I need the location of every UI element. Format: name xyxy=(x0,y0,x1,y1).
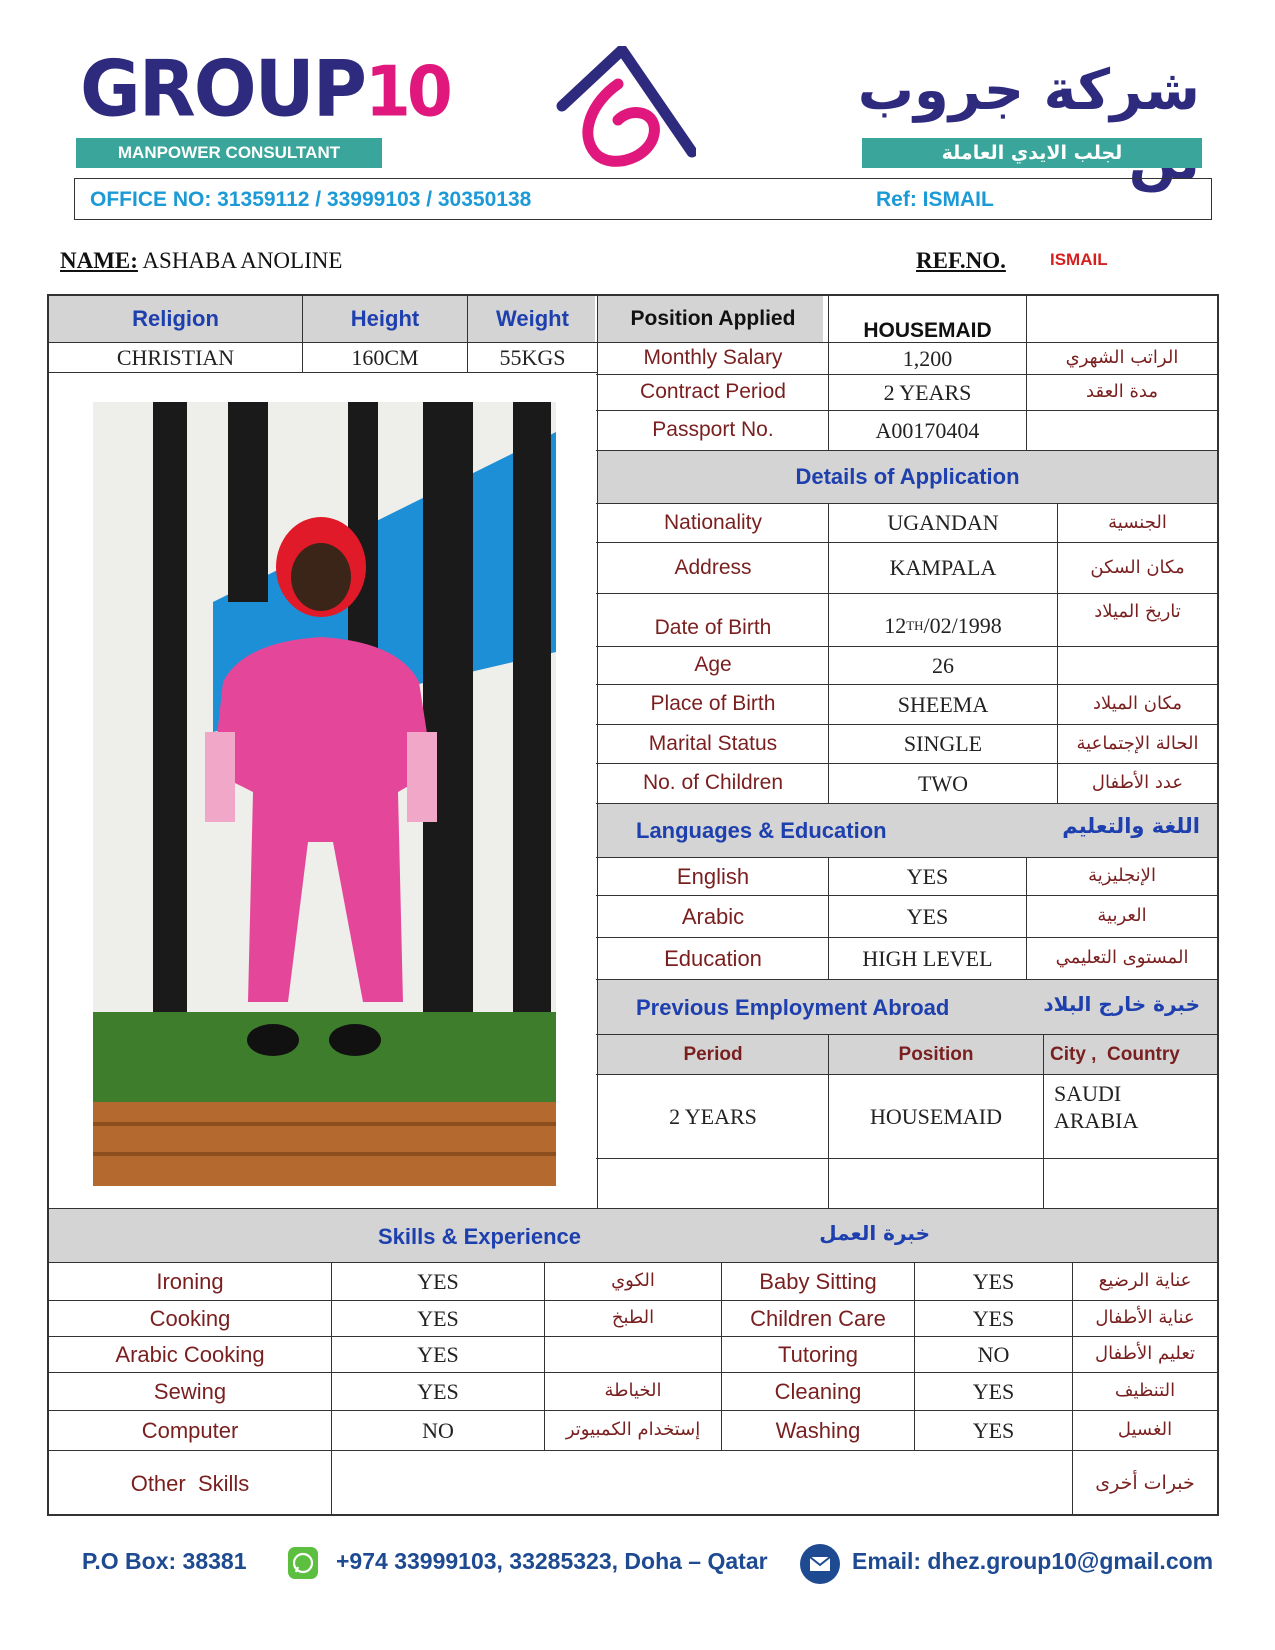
skill-arabic: الكوي xyxy=(611,1270,655,1292)
skill-value: YES xyxy=(417,1268,459,1294)
skill-arabic: عناية الرضيع xyxy=(1098,1270,1192,1292)
skill-arabic: التنظيف xyxy=(1114,1380,1176,1402)
religion-value: CHRISTIAN xyxy=(116,344,235,370)
employment-position: HOUSEMAID xyxy=(870,1103,1002,1129)
other-skills-label: Other Skills xyxy=(130,1470,250,1496)
skill-value: YES xyxy=(417,1378,459,1404)
skill-arabic: الخياطة xyxy=(604,1380,662,1402)
application-section-title: Details of Application xyxy=(795,464,1020,490)
nationality-label: Nationality xyxy=(663,510,763,534)
office-numbers: OFFICE NO: 31359112 / 33999103 / 30350138 xyxy=(90,188,532,211)
arabic-lang-value: YES xyxy=(906,903,949,929)
dob-rest: /02/1998 xyxy=(923,613,1002,639)
company-logo xyxy=(80,43,449,135)
height-value: 160CM xyxy=(351,344,419,370)
refno-value: ISMAIL xyxy=(1050,250,1108,269)
applicant-photo xyxy=(93,402,556,1186)
po-box: P.O Box: 38381 xyxy=(82,1548,247,1574)
other-skills-arabic: خبرات أخرى xyxy=(1095,1471,1195,1494)
skill-value: YES xyxy=(972,1268,1015,1294)
skill-label: Arabic Cooking xyxy=(115,1341,265,1367)
passport-value: A00170404 xyxy=(875,417,980,443)
birthplace-label: Place of Birth xyxy=(650,692,776,716)
dob-label: Date of Birth xyxy=(654,615,772,639)
birthplace-value: SHEEMA xyxy=(897,691,989,717)
employment-city-line1: SAUDI xyxy=(1054,1081,1122,1106)
education-arabic: المستوى التعليمي xyxy=(1055,947,1189,969)
applicant-name: ASHABA ANOLINE xyxy=(142,248,343,273)
height-header: Height xyxy=(350,306,420,332)
logo-number: 10 xyxy=(364,51,449,133)
position-applied-value: HOUSEMAID xyxy=(863,318,992,342)
address-label: Address xyxy=(674,555,752,579)
employment-city-line2: ARABIA xyxy=(1054,1108,1139,1133)
education-label: Education xyxy=(664,945,762,971)
skill-label: Ironing xyxy=(156,1268,224,1294)
position-header: Position xyxy=(898,1043,974,1065)
skill-value: YES xyxy=(417,1305,459,1331)
rule xyxy=(47,1208,1219,1209)
education-value: HIGH LEVEL xyxy=(862,945,993,971)
logo-tagline: MANPOWER CONSULTANT xyxy=(76,138,382,168)
rule xyxy=(596,803,1219,804)
salary-value: 1,200 xyxy=(902,345,953,371)
skill-label: Sewing xyxy=(153,1378,227,1404)
phone-numbers: +974 33999103, 33285323, Doha – Qatar xyxy=(336,1548,768,1574)
rule xyxy=(596,1158,1219,1159)
rule xyxy=(596,979,1219,980)
skill-arabic: الغسيل xyxy=(1117,1419,1173,1441)
arabic-tagline: لجلب الايدي العاملة xyxy=(862,138,1202,168)
address-arabic: مكان السكن xyxy=(1090,556,1185,578)
passport-label: Passport No. xyxy=(652,418,774,442)
skill-label: Baby Sitting xyxy=(759,1268,877,1294)
whatsapp-icon xyxy=(288,1547,318,1579)
email-address: Email: dhez.group10@gmail.com xyxy=(852,1548,1214,1574)
skills-section-title: Skills & Experience xyxy=(378,1224,581,1249)
refno-label: REF.NO. xyxy=(916,248,1006,273)
city-country-header: City , Country xyxy=(1050,1043,1180,1065)
skill-arabic: تعليم الأطفال xyxy=(1094,1343,1196,1365)
skill-label: Washing xyxy=(775,1417,861,1443)
employment-period: 2 YEARS xyxy=(669,1103,757,1129)
dob-arabic: تاريخ الميلاد xyxy=(1094,600,1181,622)
address-value: KAMPALA xyxy=(889,555,997,581)
religion-header: Religion xyxy=(132,306,219,332)
english-arabic: الإنجليزية xyxy=(1088,865,1156,887)
weight-header: Weight xyxy=(496,306,569,332)
age-label: Age xyxy=(694,653,732,677)
children-label: No. of Children xyxy=(642,771,784,795)
contract-label: Contract Period xyxy=(640,380,786,404)
name-label: NAME: xyxy=(60,248,138,273)
children-arabic: عدد الأطفال xyxy=(1091,772,1184,794)
age-value: 26 xyxy=(932,652,954,678)
dob-value xyxy=(829,594,1057,646)
employment-location xyxy=(1054,1080,1138,1134)
skill-arabic: عناية الأطفال xyxy=(1095,1307,1195,1329)
logo-main-text: GROUP xyxy=(80,43,365,135)
skill-value: YES xyxy=(972,1305,1015,1331)
contract-value: 2 YEARS xyxy=(883,379,972,405)
skill-value: YES xyxy=(972,1378,1015,1404)
company-emblem-icon xyxy=(556,46,696,168)
children-value: TWO xyxy=(917,770,969,796)
arabic-company-name: شركة جروب xyxy=(857,58,1200,123)
period-header: Period xyxy=(683,1043,743,1065)
skills-header-bg xyxy=(49,1209,1217,1262)
marital-label: Marital Status xyxy=(648,731,778,755)
weight-value: 55KGS xyxy=(499,344,566,370)
dob-suffix: TH xyxy=(906,617,924,633)
skill-value: NO xyxy=(422,1417,454,1443)
skill-value: YES xyxy=(972,1417,1015,1443)
salary-label: Monthly Salary xyxy=(643,346,783,370)
skill-arabic: إستخدام الكمبيوتر xyxy=(565,1419,701,1441)
employment-section-arabic: خبرة خارج البلاد xyxy=(1043,992,1200,1016)
contract-arabic: مدة العقد xyxy=(1086,381,1158,403)
rule xyxy=(47,372,598,373)
salary-arabic: الراتب الشهري xyxy=(1065,347,1179,369)
english-label: English xyxy=(676,863,750,889)
position-applied-label: Position Applied xyxy=(630,306,796,330)
marital-value: SINGLE xyxy=(903,731,983,757)
office-ref: Ref: ISMAIL xyxy=(876,188,994,211)
birthplace-arabic: مكان الميلاد xyxy=(1092,693,1183,715)
skills-section-arabic: خبرة العمل xyxy=(819,1221,930,1245)
email-icon xyxy=(800,1544,840,1584)
skill-arabic: الطبخ xyxy=(611,1307,655,1329)
skill-value: NO xyxy=(977,1341,1010,1367)
skill-label: Cleaning xyxy=(774,1378,862,1404)
dob-day: 12 xyxy=(884,613,907,639)
languages-section-title: Languages & Education xyxy=(636,818,887,843)
skill-arabic xyxy=(545,1337,721,1372)
applicant-name-line xyxy=(60,248,342,274)
skill-label: Tutoring xyxy=(778,1341,858,1367)
skill-label: Computer xyxy=(141,1417,239,1443)
skill-label: Cooking xyxy=(149,1305,231,1331)
employment-section-title: Previous Employment Abroad xyxy=(636,995,950,1020)
languages-section-arabic: اللغة والتعليم xyxy=(1062,814,1200,838)
skill-value: YES xyxy=(417,1341,459,1367)
marital-arabic: الحالة الإجتماعية xyxy=(1076,732,1199,754)
english-value: YES xyxy=(906,863,949,889)
nationality-value: UGANDAN xyxy=(887,510,999,536)
arabic-lang-label: Arabic xyxy=(681,903,745,929)
arabic-lang-arabic: العربية xyxy=(1097,905,1147,927)
nationality-arabic: الجنسية xyxy=(1108,511,1167,533)
skill-label: Children Care xyxy=(750,1305,886,1331)
